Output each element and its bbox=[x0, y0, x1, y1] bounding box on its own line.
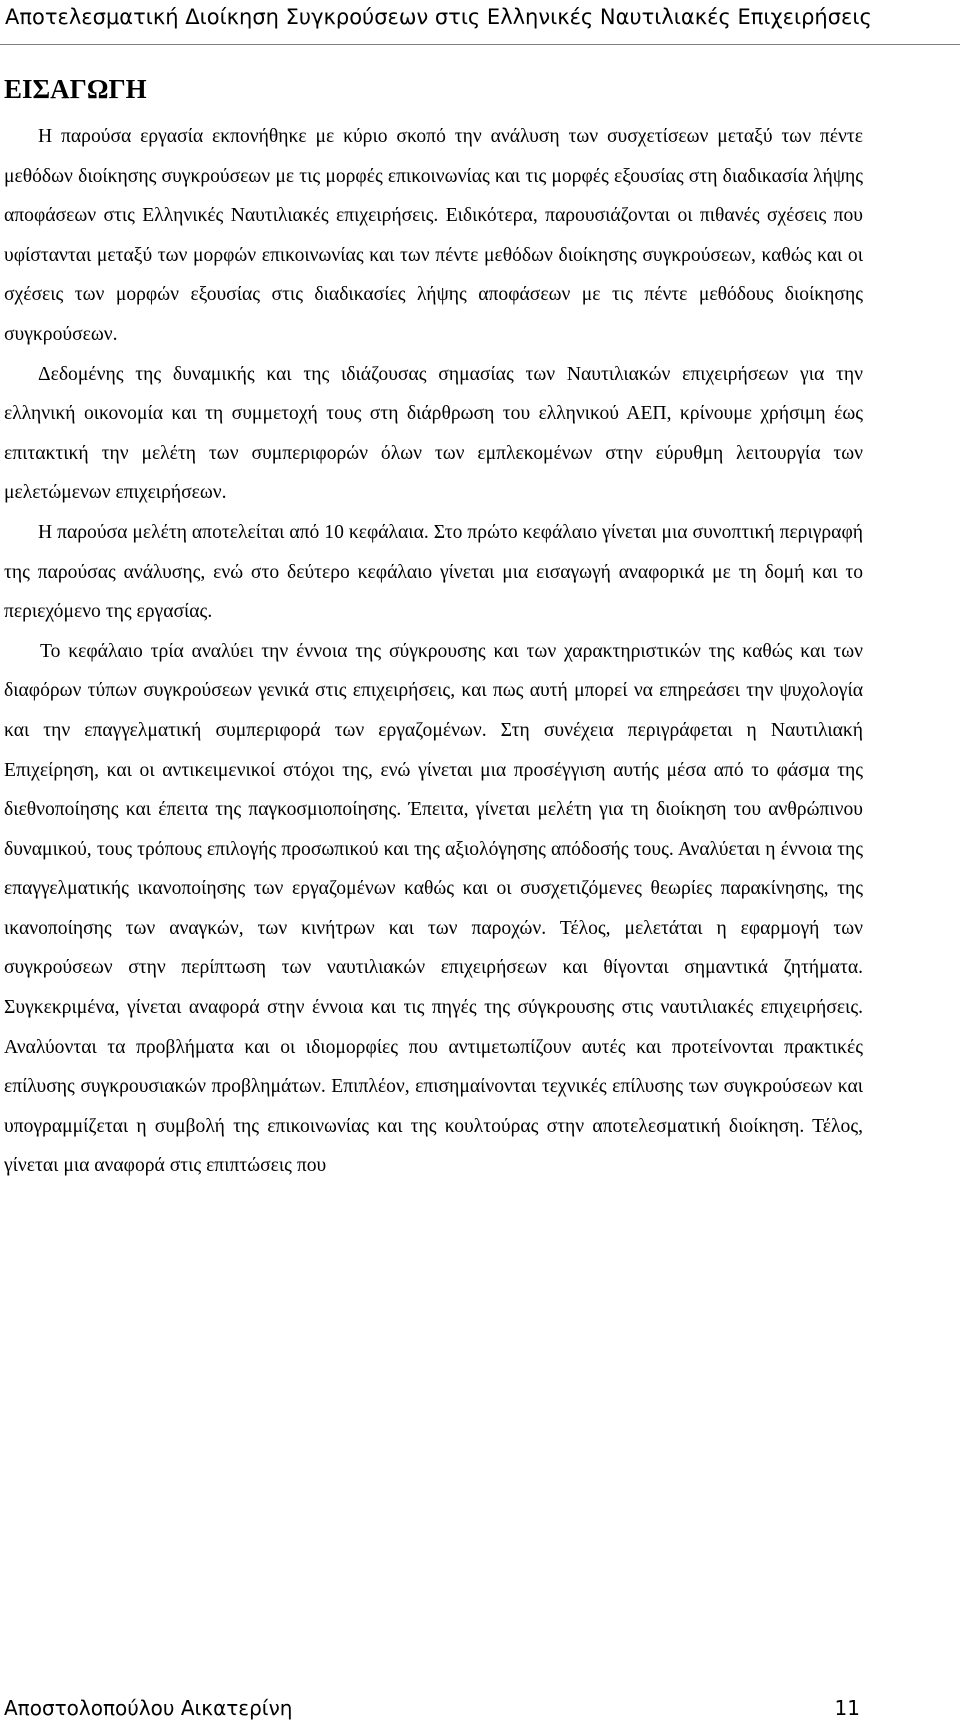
body-text bbox=[4, 117, 863, 1186]
paragraph-1: Η παρούσα εργασία εκπονήθηκε με κύριο σκοπό την ανάλυση των συσχετίσεων μεταξύ των πέντε μεθόδων διοίκησης συγκρούσεων με τις μορφές επικοινωνίας και τις μορφές εξουσίας στη διαδικασία λήψης αποφάσεων στις Ελληνικές Ναυτιλιακές επιχειρήσεις. Ειδικότερα, παρουσιάζονται οι πιθανές σχέσεις που υφίστανται μεταξύ των μορφών επικοινωνίας και των πέντε μεθόδων διοίκησης συγκρούσεων, καθώς και οι σχέσεις των μορφών εξουσίας στις διαδικασίες λήψης αποφάσεων με τις πέντε μεθόδους διοίκησης συγκρούσεων. bbox=[4, 126, 863, 345]
paragraph-2: Δεδομένης της δυναμικής και της ιδιάζουσας σημασίας των Ναυτιλιακών επιχειρήσεων για την ελληνική οικονομία και τη συμμετοχή τους στη διάρθρωση του ελληνικού ΑΕΠ, κρίνουμε χρήσιμη έως επιτακτική την μελέτη των συμπεριφορών όλων των εμπλεκομένων στην εύρυθμη λειτουργία των μελετώμενων επιχειρήσεων. bbox=[4, 363, 863, 504]
page-number: 11 bbox=[834, 1696, 860, 1720]
paragraph-3: Η παρούσα μελέτη αποτελείται από 10 κεφάλαια. Στο πρώτο κεφάλαιο γίνεται μια συνοπτική περιγραφή της παρούσας ανάλυσης, ενώ στο δεύτερο κεφάλαιο γίνεται μια εισαγωγή αναφορικά με τη δομή και το περιεχόμενο της εργασίας. bbox=[4, 521, 863, 623]
section-title: ΕΙΣΑΓΩΓΗ bbox=[4, 74, 147, 104]
paragraph-4: Το κεφάλαιο τρία αναλύει την έννοια της σύγκρουσης και των χαρακτηριστικών της καθώς και των διαφόρων τύπων συγκρούσεων γενικά στις επιχειρήσεις, και πως αυτή μπορεί να επηρεάσει την ψυχολογία και την επαγγελματική συμπεριφορά των εργαζομένων. Στη συνέχεια περιγράφεται η Ναυτιλιακή Επιχείρηση, και οι αντικειμενικοί στόχοι της, ενώ γίνεται μια προσέγγιση αυτής μέσα από το φάσμα της διεθνοποίησης και έπειτα της παγκοσμιοποίησης. Έπειτα, γίνεται μελέτη για τη διοίκηση του ανθρώπινου δυναμικού, τους τρόπους επιλογής προσωπικού και της αξιολόγησης απόδοσής τους. Αναλύεται η έννοια της επαγγελματικής ικανοποίησης των εργαζομένων καθώς και οι συσχετιζόμενες θεωρίες παρακίνησης, της ικανοποίησης των αναγκών, των κινήτρων και των παροχών. Τέλος, μελετάται η εφαρμογή των συγκρούσεων στην περίπτωση των ναυτιλιακών επιχειρήσεων και θίγονται σημαντικά ζητήματα. Συγκεκριμένα, γίνεται αναφορά στην έννοια και τις πηγές της σύγκρουσης στις ναυτιλιακές επιχειρήσεις. Αναλύονται τα προβλήματα και οι ιδιομορφίες που αντιμετωπίζουν αυτές και προτείνονται πρακτικές επίλυσης συγκρουσιακών προβλημάτων. Επιπλέον, επισημαίνονται τεχνικές επίλυσης των συγκρούσεων και υπογραμμίζεται η συμβολή της επικοινωνίας και της κουλτούρας στην αποτελεσματική διοίκηση. Τέλος, γίνεται μια αναφορά στις επιπτώσεις που bbox=[4, 640, 863, 1177]
footer-author: Αποστολοπούλου Αικατερίνη bbox=[4, 1696, 293, 1720]
page-footer bbox=[4, 1694, 860, 1722]
header-divider bbox=[0, 44, 960, 45]
running-header: Αποτελεσματική Διοίκηση Συγκρούσεων στις Ελληνικές Ναυτιλιακές Επιχειρήσεις bbox=[5, 5, 872, 29]
